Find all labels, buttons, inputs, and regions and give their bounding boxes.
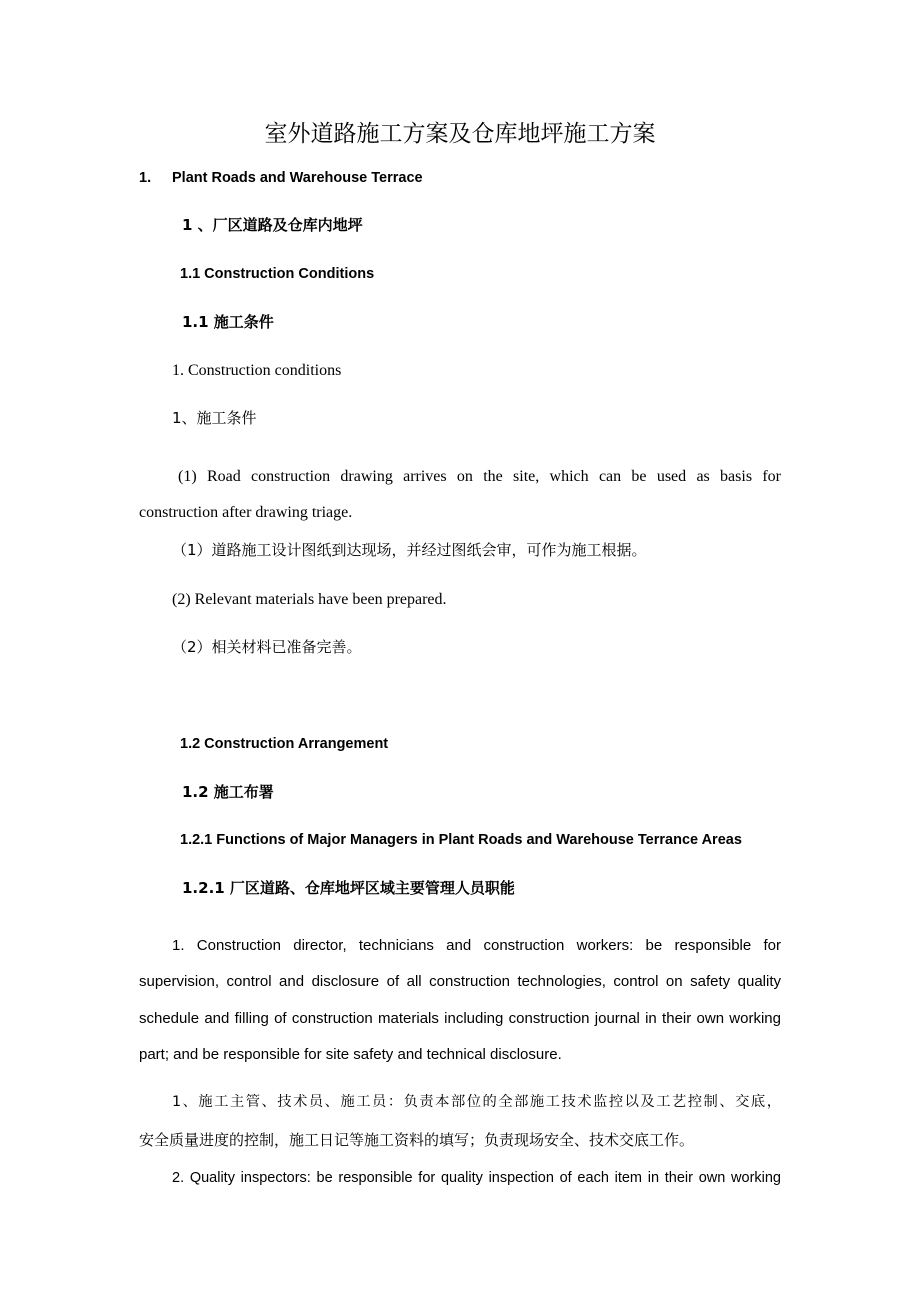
section-1-1-english: 1.1 Construction Conditions bbox=[180, 266, 375, 282]
conditions-chinese: 1、施工条件 bbox=[172, 409, 257, 427]
section-1-2-1-english: 1.2.1 Functions of Major Managers in Plant Roads and Warehouse Terrance Areas bbox=[180, 832, 742, 848]
paragraph-1-english-line: construction after drawing triage. bbox=[139, 504, 353, 521]
section-1-2-english: 1.2 Construction Arrangement bbox=[180, 736, 389, 752]
function-1-chinese bbox=[139, 1082, 781, 1158]
function-1-english-line: supervision, control and disclosure of all construction technologies, control on safety quality bbox=[139, 973, 781, 991]
heading-1-number: 1. bbox=[139, 170, 152, 186]
heading-1-chinese: 1 、厂区道路及仓库内地坪 bbox=[182, 216, 363, 234]
conditions-english: 1. Construction conditions bbox=[172, 362, 342, 379]
paragraph-1-chinese: （1）道路施工设计图纸到达现场，并经过图纸会审，可作为施工根据。 bbox=[172, 541, 647, 559]
paragraph-1-english-line: (1) Road construction drawing arrives on the site, which can be used as basis for bbox=[178, 468, 781, 485]
heading-1-english: Plant Roads and Warehouse Terrace bbox=[172, 170, 423, 186]
function-1-english bbox=[139, 928, 781, 1073]
paragraph-1-english bbox=[139, 459, 781, 531]
function-2-english: 2. Quality inspectors: be responsible for quality inspection of each item in their own working bbox=[172, 1170, 781, 1186]
section-1-2-chinese: 1.2 施工布署 bbox=[182, 783, 274, 801]
section-1-2-1-chinese: 1.2.1 厂区道路、仓库地坪区域主要管理人员职能 bbox=[182, 879, 515, 897]
paragraph-2-english: (2) Relevant materials have been prepared. bbox=[172, 591, 447, 608]
function-1-english-line: part; and be responsible for site safety and technical disclosure. bbox=[139, 1045, 562, 1063]
document-title: 室外道路施工方案及仓库地坪施工方案 bbox=[264, 121, 656, 147]
function-1-english-line: schedule and filling of construction materials including construction journal in their own working bbox=[139, 1009, 781, 1027]
section-1-1-chinese: 1.1 施工条件 bbox=[182, 313, 274, 331]
paragraph-2-chinese: （2）相关材料已准备完善。 bbox=[172, 638, 362, 656]
function-1-chinese-line: 1、施工主管、技术员、施工员：负责本部位的全部施工技术监控以及工艺控制、交底， bbox=[172, 1094, 781, 1110]
function-1-chinese-line: 安全质量进度的控制，施工日记等施工资料的填写；负责现场安全、技术交底工作。 bbox=[139, 1131, 695, 1149]
function-1-english-line: 1. Construction director, technicians and construction workers: be responsible for bbox=[172, 937, 781, 954]
